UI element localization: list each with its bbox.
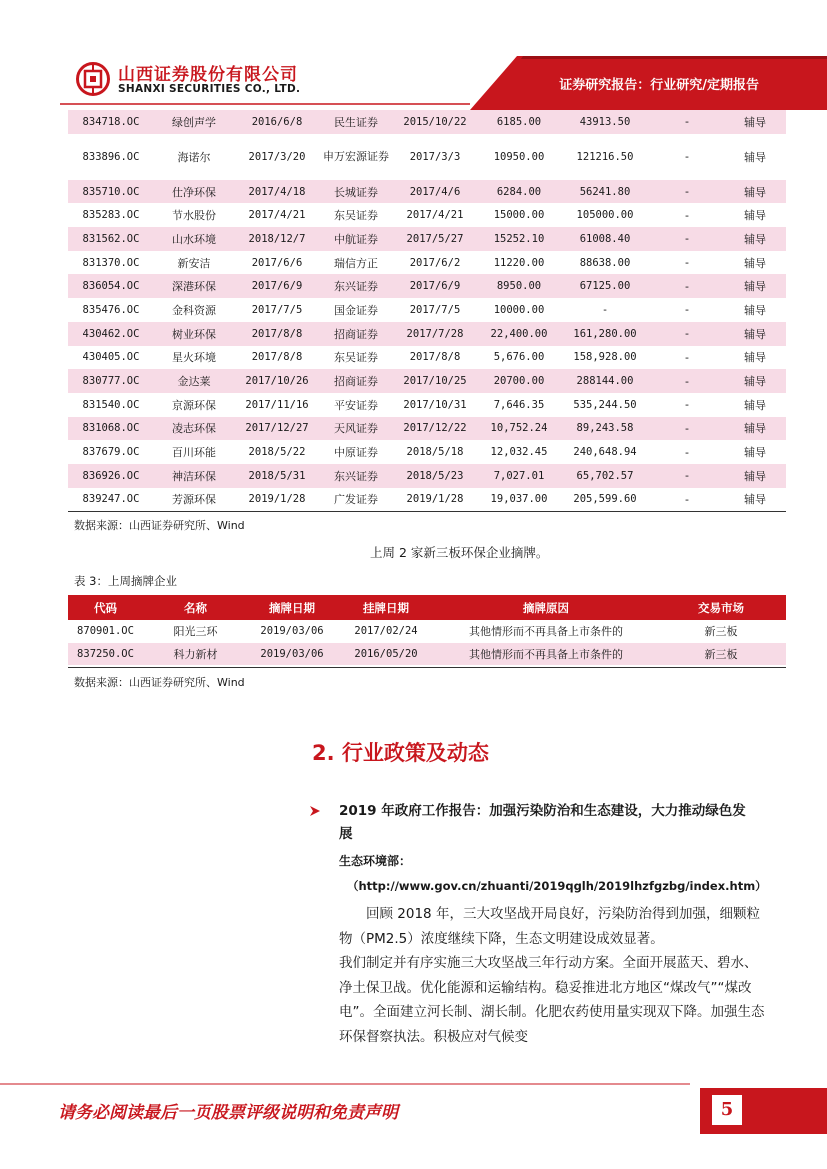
table-cell: - xyxy=(650,274,724,298)
table-cell: 民生证券 xyxy=(320,110,392,134)
table-cell: 10000.00 xyxy=(493,303,545,316)
table-cell: 288144.00 xyxy=(560,369,650,393)
table-cell: - xyxy=(685,256,689,270)
table-cell: 2017/10/31 xyxy=(403,398,467,411)
table-cell: - xyxy=(650,110,724,134)
table-cell: 2017/4/21 xyxy=(248,209,306,222)
table-cell: 6185.00 xyxy=(478,110,560,134)
table-cell: - xyxy=(650,227,724,251)
paragraph: 回顾 2018 年，三大攻坚战开局良好，污染防治得到加强，细颗粒物（PM2.5）浓度继续下降，生态文明建设成效显著。 xyxy=(339,906,760,947)
table-cell: 其他情形而不再具备上市条件的 xyxy=(436,643,656,666)
table-cell: 招商证券 xyxy=(320,322,392,346)
table-cell: 535,244.50 xyxy=(573,398,637,411)
table-header-row xyxy=(68,595,786,620)
column-header: 摘牌日期 xyxy=(248,595,336,620)
table-cell: 凌志环保 xyxy=(154,417,234,441)
table-cell: 中航证券 xyxy=(320,227,392,251)
table-cell: - xyxy=(650,417,724,441)
table-cell: 辅导 xyxy=(744,150,766,164)
table-cell: 辅导 xyxy=(744,256,766,270)
table-cell: 2019/03/06 xyxy=(248,643,336,666)
column-header: 摘牌原因 xyxy=(436,595,656,620)
source-url: （http://www.gov.cn/zhuanti/2019qglh/2019lhzfgzbg/index.htm） xyxy=(347,879,767,893)
table-row xyxy=(68,180,786,204)
table-cell: 2019/03/06 xyxy=(260,625,324,638)
table-cell: 招商证券 xyxy=(320,369,392,393)
company-name-en: SHANXI SECURITIES CO., LTD. xyxy=(118,83,301,95)
section-title: 2. 行业政策及动态 xyxy=(312,741,489,765)
table-cell: 芳源环保 xyxy=(172,493,216,507)
table-cell: 831562.OC xyxy=(68,227,154,251)
table-cell: 2017/7/5 xyxy=(409,303,461,316)
paragraph: 我们制定并有序实施三大攻坚战三年行动方案。全面开展蓝天、碧水、净土保卫战。优化能源和运输结构。稳妥推进北方地区“煤改气”“煤改电”。全面建立河长制、湖长制。化肥农药使用量实现双下降。加强生态环保督察执法。积极应对气候变 xyxy=(339,955,765,1045)
table-cell: 国金证券 xyxy=(334,303,378,317)
table-cell: 其他情形而不再具备上市条件的 xyxy=(469,625,623,639)
table-cell: 20700.00 xyxy=(478,369,560,393)
table-cell: 辅导 xyxy=(724,227,786,251)
table-cell: - xyxy=(601,303,609,316)
table-cell: 2017/11/16 xyxy=(245,398,309,411)
table-cell: 2017/6/9 xyxy=(392,274,478,298)
table-cell: 辅导 xyxy=(744,446,766,460)
column-header: 交易市场 xyxy=(656,595,786,620)
table-cell: 东兴证券 xyxy=(320,464,392,488)
table-cell: 2017/10/25 xyxy=(392,369,478,393)
table-cell: 新三板 xyxy=(704,625,738,639)
data-source: 数据来源：山西证券研究所、Wind xyxy=(74,676,245,689)
table-cell: 阳光三环 xyxy=(173,625,218,639)
table-cell: 5,676.00 xyxy=(493,351,545,364)
table-cell: 833896.OC xyxy=(82,150,140,163)
table-cell: 星火环境 xyxy=(172,351,216,365)
table-row xyxy=(68,369,786,393)
table-cell: - xyxy=(650,369,724,393)
table-cell: 辅导 xyxy=(744,493,766,507)
table-cell: 辅导 xyxy=(724,464,786,488)
table-cell: 2017/4/21 xyxy=(406,209,464,222)
table-cell: 839247.OC xyxy=(82,493,140,506)
table-cell: 430405.OC xyxy=(82,351,140,364)
table-cell: 2017/4/6 xyxy=(392,180,478,204)
source-department: 生态环境部： xyxy=(339,854,412,868)
table-cell: 百川环能 xyxy=(172,446,216,460)
table-cell: 11220.00 xyxy=(493,256,545,269)
table-cell: 辅导 xyxy=(744,351,766,365)
body-text xyxy=(339,902,769,1049)
table-row xyxy=(68,464,786,488)
table-cell: 2017/8/8 xyxy=(234,322,320,346)
table-cell: 2018/12/7 xyxy=(234,227,320,251)
table-cell: 7,646.35 xyxy=(493,398,545,411)
table-row xyxy=(68,417,786,441)
table-cell: 平安证券 xyxy=(334,398,378,412)
arrow-bullet-icon xyxy=(310,806,320,816)
table-cell: 2017/5/27 xyxy=(392,227,478,251)
table-cell: 43913.50 xyxy=(560,110,650,134)
table-cell: 绿创声学 xyxy=(154,110,234,134)
table-row xyxy=(68,322,786,346)
table-row xyxy=(68,488,786,512)
table-cell: 835283.OC xyxy=(82,209,140,222)
table-cell: 835476.OC xyxy=(82,303,140,316)
table-cell: 2017/6/9 xyxy=(234,274,320,298)
table-cell: 88638.00 xyxy=(579,256,631,269)
company-logo-icon xyxy=(76,62,110,96)
table-cell: 15252.10 xyxy=(478,227,560,251)
table-cell: 2015/10/22 xyxy=(392,110,478,134)
table-cell: 2018/5/18 xyxy=(406,446,464,459)
table-cell: - xyxy=(685,492,689,506)
table-row xyxy=(68,620,786,643)
column-header: 代码 xyxy=(68,595,143,620)
table-cell: 东吴证券 xyxy=(334,209,378,223)
ipo-counseling-table xyxy=(68,110,786,511)
table-cell: 2018/5/22 xyxy=(248,446,306,459)
table-bottom-rule xyxy=(68,667,786,668)
table-cell: 2017/12/27 xyxy=(234,417,320,441)
table-cell: 东吴证券 xyxy=(334,351,378,365)
table-cell: 7,027.01 xyxy=(478,464,560,488)
table-cell: 2017/3/20 xyxy=(248,150,306,163)
table-cell: 2018/5/31 xyxy=(234,464,320,488)
page-header xyxy=(0,0,827,110)
table-cell: 2017/12/22 xyxy=(392,417,478,441)
table-cell: 辅导 xyxy=(744,303,766,317)
table-cell: - xyxy=(685,150,689,164)
table-cell: - xyxy=(650,180,724,204)
table-cell: - xyxy=(685,208,689,222)
delisting-note: 上周 2 家新三板环保企业摘牌。 xyxy=(370,545,549,560)
table-row xyxy=(68,440,786,464)
table-row xyxy=(68,110,786,134)
table-cell: 2017/10/26 xyxy=(234,369,320,393)
table-cell: 22,400.00 xyxy=(478,322,560,346)
delisted-companies-table xyxy=(68,595,786,665)
table-cell: 辅导 xyxy=(744,209,766,223)
table-cell: 2016/05/20 xyxy=(336,643,436,666)
table-cell: 161,280.00 xyxy=(560,322,650,346)
column-header: 挂牌日期 xyxy=(336,595,436,620)
data-source: 数据来源：山西证券研究所、Wind xyxy=(74,519,245,532)
table-cell: 2017/6/2 xyxy=(409,256,461,269)
table-cell: 瑞信方正 xyxy=(334,256,378,270)
table-cell: 61008.40 xyxy=(560,227,650,251)
table-row xyxy=(68,274,786,298)
table-cell: 新安洁 xyxy=(177,256,211,270)
policy-heading: 2019 年政府工作报告：加强污染防治和生态建设，大力推动绿色发展 xyxy=(339,803,746,842)
table-cell: - xyxy=(685,350,689,364)
table-cell: 2017/7/28 xyxy=(392,322,478,346)
table-cell: 2019/1/28 xyxy=(248,493,306,506)
table-cell: 金达莱 xyxy=(154,369,234,393)
table-cell: 辅导 xyxy=(724,180,786,204)
table-cell: 6284.00 xyxy=(478,180,560,204)
table-cell: 科力新材 xyxy=(143,643,248,666)
table-cell: 205,599.60 xyxy=(573,493,637,506)
table-cell: 2017/6/6 xyxy=(251,256,303,269)
footer-disclaimer: 请务必阅读最后一页股票评级说明和免责声明 xyxy=(58,1103,398,1123)
table-cell: 12,032.45 xyxy=(490,446,548,459)
table-cell: 2017/7/5 xyxy=(251,303,303,316)
table-cell: 105000.00 xyxy=(576,209,634,222)
table-cell: 831370.OC xyxy=(82,256,140,269)
table-cell: 辅导 xyxy=(724,110,786,134)
table-row xyxy=(68,251,786,275)
report-type: 证券研究报告：行业研究/定期报告 xyxy=(559,78,759,93)
table-cell: 121216.50 xyxy=(576,150,634,163)
table-cell: 仕净环保 xyxy=(154,180,234,204)
table-cell: - xyxy=(650,464,724,488)
table-cell: 10,752.24 xyxy=(478,417,560,441)
table-cell: - xyxy=(685,445,689,459)
table-cell: 831540.OC xyxy=(82,398,140,411)
table-cell: 中原证券 xyxy=(334,446,378,460)
table-cell: 2017/4/18 xyxy=(234,180,320,204)
table-row xyxy=(68,298,786,322)
table-cell: - xyxy=(685,303,689,317)
table-cell: 2017/8/8 xyxy=(409,351,461,364)
table-cell: 辅导 xyxy=(724,417,786,441)
table-cell: 831068.OC xyxy=(68,417,154,441)
table-cell: 10950.00 xyxy=(493,150,545,163)
table-cell: 834718.OC xyxy=(68,110,154,134)
table-cell: 56241.80 xyxy=(560,180,650,204)
table-caption: 表 3：上周摘牌企业 xyxy=(74,574,177,588)
table-cell: 836926.OC xyxy=(68,464,154,488)
table-cell: 广发证券 xyxy=(334,493,378,507)
column-header: 名称 xyxy=(143,595,248,620)
table-row xyxy=(68,227,786,251)
table-cell: 长城证券 xyxy=(320,180,392,204)
table-row xyxy=(68,203,786,227)
table-cell: 金科资源 xyxy=(172,303,216,317)
table-cell: 2016/6/8 xyxy=(234,110,320,134)
table-cell: 节水股份 xyxy=(172,209,216,223)
table-cell: - xyxy=(685,398,689,412)
table-cell: 837250.OC xyxy=(68,643,143,666)
table-cell: 新三板 xyxy=(656,643,786,666)
table-row xyxy=(68,393,786,417)
table-cell: 山水环境 xyxy=(154,227,234,251)
table-cell: 240,648.94 xyxy=(573,446,637,459)
page-number: 5 xyxy=(712,1095,742,1125)
table-cell: 东兴证券 xyxy=(320,274,392,298)
table-cell: 辅导 xyxy=(724,369,786,393)
table-cell: 神洁环保 xyxy=(154,464,234,488)
table-cell: 2017/02/24 xyxy=(354,625,418,638)
table-cell: 辅导 xyxy=(724,274,786,298)
table-bottom-rule xyxy=(68,511,786,512)
table-row xyxy=(68,346,786,370)
table-cell: 430462.OC xyxy=(68,322,154,346)
table-cell: 辅导 xyxy=(724,322,786,346)
table-cell: 京源环保 xyxy=(172,398,216,412)
table-cell: 89,243.58 xyxy=(560,417,650,441)
table-cell: 67125.00 xyxy=(560,274,650,298)
table-cell: 836054.OC xyxy=(68,274,154,298)
table-cell: 15000.00 xyxy=(493,209,545,222)
table-cell: 辅导 xyxy=(744,398,766,412)
table-cell: 835710.OC xyxy=(68,180,154,204)
table-cell: 树业环保 xyxy=(154,322,234,346)
table-cell: 2018/5/23 xyxy=(392,464,478,488)
table-cell: 158,928.00 xyxy=(573,351,637,364)
table-cell: 837679.OC xyxy=(82,446,140,459)
table-cell: 830777.OC xyxy=(68,369,154,393)
table-cell: 19,037.00 xyxy=(490,493,548,506)
company-name-cn: 山西证券股份有限公司 xyxy=(118,65,298,85)
table-cell: 8950.00 xyxy=(478,274,560,298)
table-cell: 深港环保 xyxy=(154,274,234,298)
table-cell: 65,702.57 xyxy=(560,464,650,488)
table-cell: 海诺尔 xyxy=(177,150,211,164)
table-row xyxy=(68,643,786,666)
table-cell: 870901.OC xyxy=(77,625,134,638)
table-cell: 2017/3/3 xyxy=(409,150,461,163)
table-cell: 申万宏源证券 xyxy=(323,149,389,163)
table-cell: 天风证券 xyxy=(320,417,392,441)
table-cell: 2019/1/28 xyxy=(406,493,464,506)
table-cell: - xyxy=(650,322,724,346)
table-row xyxy=(68,134,786,180)
table-cell: 2017/8/8 xyxy=(251,351,303,364)
